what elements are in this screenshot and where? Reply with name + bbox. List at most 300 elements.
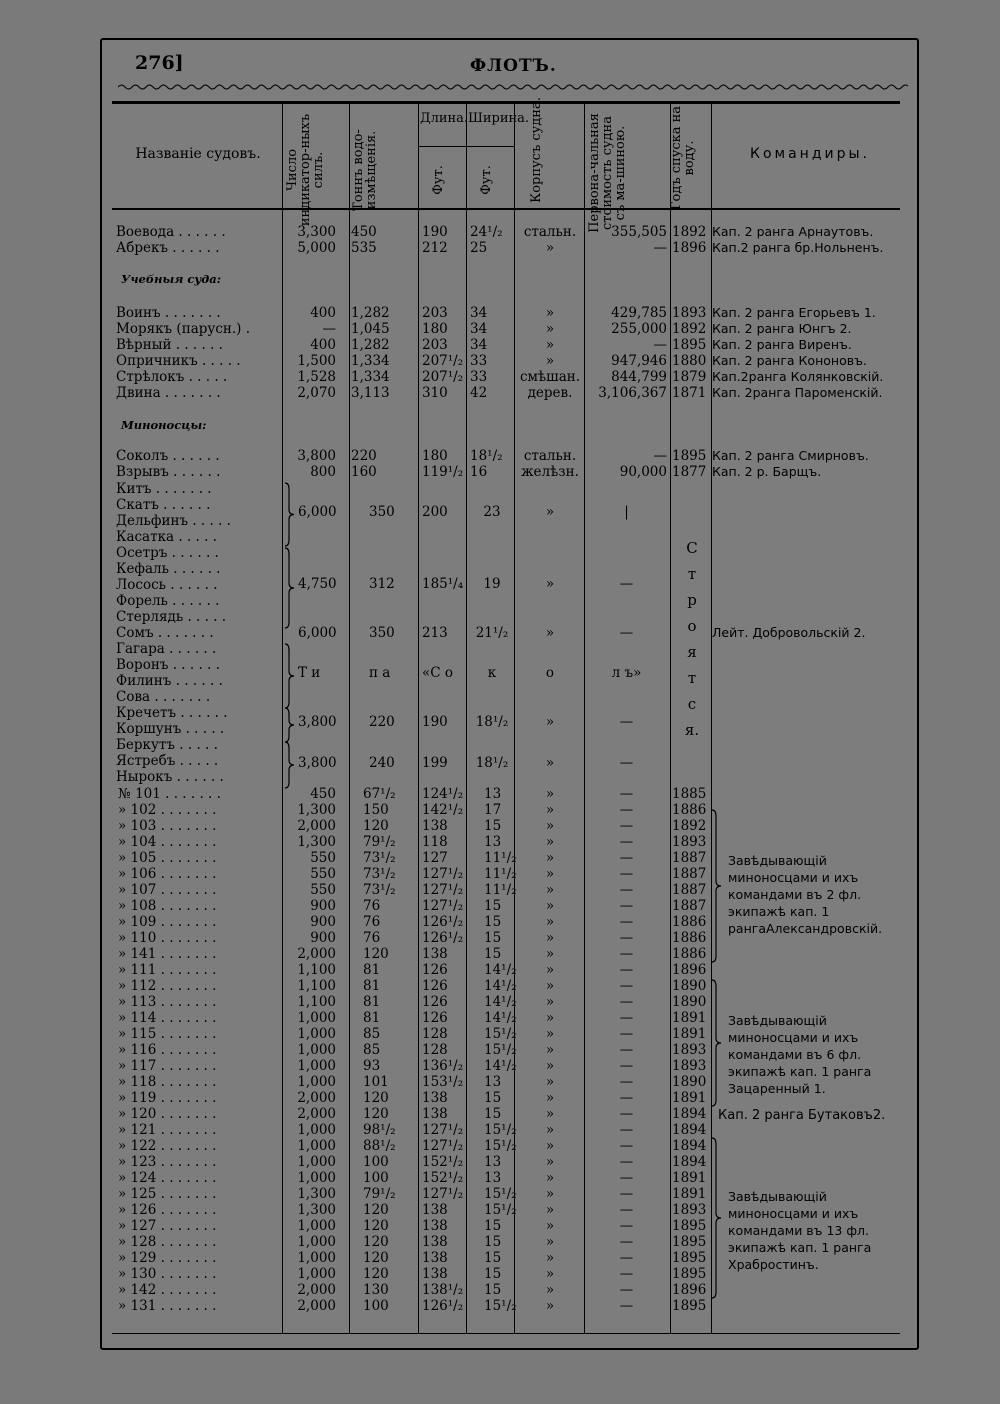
boat-tonnage: 79¹/₂	[363, 834, 396, 850]
group-power: Т и	[298, 665, 321, 681]
ship-year: 1880	[672, 353, 707, 369]
boat-cost: —	[619, 1154, 634, 1170]
group-power: 4,750	[298, 576, 337, 592]
boat-number: » 105 . . . . . . .	[118, 850, 217, 866]
ship-tonnage: 1,282	[351, 337, 390, 353]
ship-name: Сова . . . . . . .	[116, 689, 211, 705]
boat-length: 138¹/₂	[422, 1282, 464, 1298]
ship-name: Форель . . . . . .	[116, 593, 220, 609]
boat-tonnage: 73¹/₂	[363, 850, 396, 866]
ship-name: Взрывъ . . . . . .	[116, 464, 221, 480]
boat-cost: —	[619, 802, 634, 818]
boat-year: 1892	[672, 818, 707, 834]
ship-width: 18¹/₂	[470, 448, 503, 464]
boat-width: 11¹/₂	[484, 882, 517, 898]
boat-width: 15¹/₂	[484, 1138, 517, 1154]
boat-power: 450	[310, 786, 336, 802]
boat-length: 127¹/₂	[422, 898, 464, 914]
boat-power: 1,000	[297, 1058, 336, 1074]
boat-hull: »	[545, 930, 555, 946]
boat-hull: »	[545, 1026, 555, 1042]
boat-number: № 101 . . . . . . .	[118, 786, 221, 802]
boat-cost: —	[619, 1266, 634, 1282]
boat-number: » 126 . . . . . . .	[118, 1202, 217, 1218]
group-cost: —	[619, 576, 634, 592]
boat-tonnage: 81	[363, 962, 381, 978]
boat-tonnage: 120	[363, 1234, 389, 1250]
boat-year: 1891	[672, 1170, 707, 1186]
boat-year: 1891	[672, 1186, 707, 1202]
boat-tonnage: 81	[363, 994, 381, 1010]
group-hull: »	[545, 625, 555, 641]
ship-power: 3,300	[297, 224, 336, 240]
ship-cost: 429,785	[611, 305, 667, 321]
boat-year: 1895	[672, 1250, 707, 1266]
running-head: ФЛОТЪ.	[470, 56, 557, 76]
ship-power: 400	[310, 305, 336, 321]
boat-length: 124¹/₂	[422, 786, 464, 802]
group-hull: »	[545, 755, 555, 771]
ship-power: 5,000	[297, 240, 336, 256]
boat-year: 1891	[672, 1026, 707, 1042]
ship-name: Двина . . . . . . .	[116, 385, 221, 401]
boat-number: » 124 . . . . . . .	[118, 1170, 217, 1186]
boat-number: » 109 . . . . . . .	[118, 914, 217, 930]
ship-name: Китъ . . . . . . .	[116, 481, 212, 497]
boat-year: 1895	[672, 1218, 707, 1234]
boat-cost: —	[619, 834, 634, 850]
ship-cost: —	[653, 240, 667, 256]
boat-tonnage: 81	[363, 978, 381, 994]
ship-name: Воинъ . . . . . . .	[116, 305, 221, 321]
boat-power: 550	[310, 882, 336, 898]
ship-commander: Кап. 2 ранга Юнгъ 2.	[712, 321, 852, 336]
boat-year: 1890	[672, 994, 707, 1010]
boat-year: 1890	[672, 978, 707, 994]
ship-tonnage: 220	[351, 448, 377, 464]
group-width: 23	[483, 504, 501, 520]
boat-width: 13	[484, 1074, 502, 1090]
boat-tonnage: 88¹/₂	[363, 1138, 396, 1154]
boat-length: 153¹/₂	[422, 1074, 464, 1090]
boat-number: » 127 . . . . . . .	[118, 1218, 217, 1234]
boat-power: 1,300	[297, 1202, 336, 1218]
boat-cost: —	[619, 882, 634, 898]
boat-cost: —	[619, 1106, 634, 1122]
boat-width: 15¹/₂	[484, 1298, 517, 1314]
boat-power: 1,300	[297, 802, 336, 818]
col-rule-8	[711, 101, 712, 1333]
ship-name: Кефаль . . . . . .	[116, 561, 221, 577]
ship-power: 3,800	[297, 448, 336, 464]
boat-width: 14¹/₂	[484, 978, 517, 994]
boat-year: 1887	[672, 898, 707, 914]
col-rule-1	[282, 101, 283, 1333]
boat-length: 138	[422, 1202, 448, 1218]
boat-number: » 114 . . . . . . .	[118, 1010, 217, 1026]
boat-power: 550	[310, 866, 336, 882]
ship-year: 1892	[672, 321, 707, 337]
boat-number: » 112 . . . . . . .	[118, 978, 217, 994]
ship-cost: 90,000	[619, 464, 667, 480]
ship-name: Кречетъ . . . . . .	[116, 705, 228, 721]
boat-cost: —	[619, 1074, 634, 1090]
boat-hull: »	[545, 1058, 555, 1074]
ship-hull: »	[545, 337, 555, 353]
page-number: 276]	[135, 52, 184, 74]
ship-width: 34	[470, 337, 488, 353]
group-length: 200	[422, 504, 448, 520]
boat-cost: —	[619, 962, 634, 978]
boat-tonnage: 76	[363, 914, 381, 930]
ship-length: 203	[422, 337, 448, 353]
boat-year: 1894	[672, 1154, 707, 1170]
group-width: 18¹/₂	[475, 755, 509, 771]
boat-number: » 118 . . . . . . .	[118, 1074, 217, 1090]
ship-tonnage: 160	[351, 464, 377, 480]
ship-cost: 355,505	[611, 224, 667, 240]
boat-number: » 121 . . . . . . .	[118, 1122, 217, 1138]
boat-number: » 103 . . . . . . .	[118, 818, 217, 834]
ship-power: 1,500	[297, 353, 336, 369]
boat-width: 15	[484, 930, 502, 946]
group-cost: —	[619, 625, 634, 641]
boat-hull: »	[545, 1010, 555, 1026]
group-power: 3,800	[298, 755, 337, 771]
boat-number: » 102 . . . . . . .	[118, 802, 217, 818]
ship-commander: Кап.2ранга Колянковскій.	[712, 369, 884, 384]
header-width-unit: Фут.	[479, 165, 494, 195]
boat-hull: »	[545, 962, 555, 978]
ship-length: 180	[422, 321, 448, 337]
group-power: 6,000	[298, 625, 337, 641]
group-tonnage: п а	[369, 665, 391, 681]
group-tonnage: 312	[369, 576, 395, 592]
col-rule-4	[466, 101, 467, 1333]
group-width: 18¹/₂	[475, 714, 509, 730]
section-torpedo: Миноносцы:	[121, 418, 207, 432]
boat-year: 1895	[672, 1298, 707, 1314]
boat-cost: —	[619, 1042, 634, 1058]
boat-tonnage: 130	[363, 1282, 389, 1298]
boat-year: 1893	[672, 834, 707, 850]
boat-hull: »	[545, 1138, 555, 1154]
boat-hull: »	[545, 866, 555, 882]
boat-year: 1893	[672, 1202, 707, 1218]
ship-hull: смѣшан.	[519, 369, 581, 385]
boat-width: 15¹/₂	[484, 1042, 517, 1058]
boat-year: 1886	[672, 802, 707, 818]
boat-tonnage: 100	[363, 1170, 389, 1186]
boat-hull: »	[545, 1218, 555, 1234]
ship-width: 16	[470, 464, 488, 480]
boat-power: 1,100	[297, 994, 336, 1010]
boat-power: 2,000	[297, 1090, 336, 1106]
group-power: 3,800	[298, 714, 337, 730]
boat-year: 1887	[672, 850, 707, 866]
boat-year: 1891	[672, 1010, 707, 1026]
boat-number: » 125 . . . . . . .	[118, 1186, 217, 1202]
boat-power: 2,000	[297, 1298, 336, 1314]
boat-length: 127¹/₂	[422, 1186, 464, 1202]
boat-number: » 111 . . . . . . .	[118, 962, 217, 978]
boat-width: 15	[484, 818, 502, 834]
boat-tonnage: 120	[363, 1250, 389, 1266]
boat-tonnage: 93	[363, 1058, 381, 1074]
boat-cost: —	[619, 994, 634, 1010]
boat-cost: —	[619, 850, 634, 866]
boat-length: 127¹/₂	[422, 882, 464, 898]
ship-width: 33	[470, 369, 488, 385]
ship-width: 34	[470, 305, 488, 321]
ship-length: 119¹/₂	[422, 464, 464, 480]
boat-length: 152¹/₂	[422, 1154, 464, 1170]
ship-length: 203	[422, 305, 448, 321]
boat-tonnage: 85	[363, 1042, 381, 1058]
boat-length: 128	[422, 1026, 448, 1042]
boat-power: 2,000	[297, 818, 336, 834]
group-cost: —	[619, 755, 634, 771]
ship-year: 1895	[672, 337, 707, 353]
boat-length: 127¹/₂	[422, 1138, 464, 1154]
boat-year: 1896	[672, 962, 707, 978]
boat-power: 550	[310, 850, 336, 866]
group-tonnage: 240	[369, 755, 395, 771]
boat-power: 1,000	[297, 1266, 336, 1282]
boat-hull: »	[545, 946, 555, 962]
boat-number: » 123 . . . . . . .	[118, 1154, 217, 1170]
boat-cost: —	[619, 1186, 634, 1202]
boat-cost: —	[619, 1026, 634, 1042]
boat-hull: »	[545, 978, 555, 994]
boat-length: 126	[422, 978, 448, 994]
boat-hull: »	[545, 1090, 555, 1106]
boat-width: 14¹/₂	[484, 1058, 517, 1074]
group-width: 21¹/₂	[475, 625, 509, 641]
ship-tonnage: 1,334	[351, 353, 390, 369]
boat-hull: »	[545, 834, 555, 850]
boat-width: 14¹/₂	[484, 1010, 517, 1026]
boat-power: 1,100	[297, 978, 336, 994]
ship-commander: Кап. 2 ранга Егорьевъ 1.	[712, 305, 876, 320]
ship-year: 1893	[672, 305, 707, 321]
ship-name: Осетръ . . . . . .	[116, 545, 219, 561]
boat-cost: —	[619, 786, 634, 802]
ship-commander: Кап. 2ранга Пароменскій.	[712, 385, 883, 400]
group-commander: Лейт. Добровольскій 2.	[712, 625, 866, 640]
ship-width: 33	[470, 353, 488, 369]
boat-year: 1891	[672, 1090, 707, 1106]
ship-name: Абрекъ . . . . . .	[116, 240, 220, 256]
ship-hull: желѣзн.	[521, 464, 579, 480]
boat-width: 15	[484, 1090, 502, 1106]
ship-year: 1877	[672, 464, 707, 480]
ship-commander: Кап. 2 ранга Виренъ.	[712, 337, 852, 352]
boat-tonnage: 100	[363, 1154, 389, 1170]
boat-tonnage: 150	[363, 802, 389, 818]
boat-hull: »	[545, 818, 555, 834]
boat-cost: —	[619, 1138, 634, 1154]
boat-hull: »	[545, 914, 555, 930]
ship-name: Воевода . . . . . .	[116, 224, 226, 240]
boat-number: » 130 . . . . . . .	[118, 1266, 217, 1282]
group-cost: |	[624, 504, 629, 520]
boat-length: 142¹/₂	[422, 802, 464, 818]
boat-width: 17	[484, 802, 502, 818]
ship-cost: 844,799	[611, 369, 667, 385]
boat-power: 1,000	[297, 1234, 336, 1250]
boat-hull: »	[545, 786, 555, 802]
boat-tonnage: 98¹/₂	[363, 1122, 396, 1138]
ship-power: 400	[310, 337, 336, 353]
boat-hull: »	[545, 1074, 555, 1090]
boat-hull: »	[545, 882, 555, 898]
boat-length: 138	[422, 946, 448, 962]
ship-width: 24¹/₂	[470, 224, 503, 240]
boat-cost: —	[619, 978, 634, 994]
boat-length: 138	[422, 1090, 448, 1106]
boat-length: 138	[422, 1106, 448, 1122]
boat-width: 13	[484, 786, 502, 802]
group-hull: »	[545, 576, 555, 592]
boat-hull: »	[545, 1186, 555, 1202]
boat-tonnage: 67¹/₂	[363, 786, 396, 802]
boat-power: 900	[310, 930, 336, 946]
boat-number: » 115 . . . . . . .	[118, 1026, 217, 1042]
boat-cost: —	[619, 946, 634, 962]
group-length: «С о	[422, 665, 454, 681]
boat-year: 1894	[672, 1122, 707, 1138]
boat-number: » 116 . . . . . . .	[118, 1042, 217, 1058]
boat-width: 13	[484, 834, 502, 850]
boat-width: 13	[484, 1170, 502, 1186]
boat-cost: —	[619, 914, 634, 930]
ship-length: 310	[422, 385, 448, 401]
boat-number: » 120 . . . . . . .	[118, 1106, 217, 1122]
ship-hull: »	[545, 240, 555, 256]
ship-year: 1892	[672, 224, 707, 240]
boat-hull: »	[545, 802, 555, 818]
boat-hull: »	[545, 1106, 555, 1122]
boat-number: » 141 . . . . . . .	[118, 946, 217, 962]
boat-tonnage: 120	[363, 1090, 389, 1106]
boat-cost: —	[619, 930, 634, 946]
boat-number: » 131 . . . . . . .	[118, 1298, 217, 1314]
ship-power: —	[322, 321, 336, 337]
boat-length: 126	[422, 962, 448, 978]
boat-tonnage: 100	[363, 1298, 389, 1314]
ship-tonnage: 535	[351, 240, 377, 256]
boat-power: 1,000	[297, 1026, 336, 1042]
col-rule-6	[584, 101, 585, 1333]
group-cost: —	[619, 714, 634, 730]
boat-hull: »	[545, 1042, 555, 1058]
header-length-unit: Фут.	[431, 165, 446, 195]
boat-hull: »	[545, 850, 555, 866]
boat-year: 1886	[672, 946, 707, 962]
note-fleet-2: Завѣдывающій миноносцами и ихъ командами въ 2 фл. экипажѣ кап. 1 рангаАлександровскій.	[728, 853, 883, 936]
boat-hull: »	[545, 898, 555, 914]
boat-power: 1,000	[297, 1042, 336, 1058]
boat-length: 138	[422, 1250, 448, 1266]
boat-power: 1,300	[297, 834, 336, 850]
sub-header-rule	[418, 146, 514, 147]
boat-cost: —	[619, 1010, 634, 1026]
boat-length: 126	[422, 1010, 448, 1026]
ship-width: 42	[470, 385, 488, 401]
boat-width: 15	[484, 1266, 502, 1282]
boat-width: 15	[484, 1234, 502, 1250]
ship-width: 25	[470, 240, 488, 256]
boat-hull: »	[545, 1282, 555, 1298]
ship-commander: Кап. 2 р. Барщъ.	[712, 464, 822, 479]
boat-power: 1,000	[297, 1170, 336, 1186]
boat-tonnage: 76	[363, 898, 381, 914]
boat-year: 1895	[672, 1266, 707, 1282]
ship-length: 180	[422, 448, 448, 464]
header-bottom-rule	[112, 208, 900, 210]
ship-tonnage: 450	[351, 224, 377, 240]
boat-tonnage: 120	[363, 946, 389, 962]
ship-cost: —	[653, 337, 667, 353]
header-power: Число индикатор-ныхъ силъ.	[285, 113, 326, 227]
ship-commander: Кап. 2 ранга Арнаутовъ.	[712, 224, 874, 239]
ship-hull: »	[545, 321, 555, 337]
boat-length: 138	[422, 818, 448, 834]
ship-cost: 3,106,367	[598, 385, 667, 401]
boat-length: 118	[422, 834, 448, 850]
boat-width: 14¹/₂	[484, 962, 517, 978]
boat-length: 127¹/₂	[422, 1122, 464, 1138]
boat-power: 2,000	[297, 1106, 336, 1122]
boat-width: 15	[484, 898, 502, 914]
ship-hull: дерев.	[527, 385, 573, 401]
boat-year: 1885	[672, 786, 707, 802]
ship-name: Опричникъ . . . . .	[116, 353, 241, 369]
ship-hull: »	[545, 353, 555, 369]
ship-name: Дельфинъ . . . . .	[116, 513, 231, 529]
boat-length: 128	[422, 1042, 448, 1058]
ship-cost: —	[653, 448, 667, 464]
ship-name: Касатка . . . . .	[116, 529, 217, 545]
boat-year: 1887	[672, 866, 707, 882]
boat-width: 15¹/₂	[484, 1202, 517, 1218]
col-rule-7	[670, 101, 671, 1333]
ship-hull: стальн.	[523, 448, 577, 464]
note-fleet-13: Завѣдывающій миноносцами и ихъ командами въ 13 фл. экипажѣ кап. 1 ранга Храбростинъ.	[728, 1189, 872, 1272]
boat-number: » 108 . . . . . . .	[118, 898, 217, 914]
boat-cost: —	[619, 1202, 634, 1218]
ship-tonnage: 3,113	[351, 385, 390, 401]
boat-year: 1894	[672, 1138, 707, 1154]
boat-hull: »	[545, 1154, 555, 1170]
header-year: Годъ спуска на воду.	[669, 105, 697, 211]
boat-number: » 128 . . . . . . .	[118, 1234, 217, 1250]
boat-width: 15¹/₂	[484, 1186, 517, 1202]
boat-width: 15	[484, 1282, 502, 1298]
ship-name: Сомъ . . . . . . .	[116, 625, 214, 641]
ship-name: Филинъ . . . . . .	[116, 673, 223, 689]
boat-hull: »	[545, 1122, 555, 1138]
boat-number: » 142 . . . . . . .	[118, 1282, 217, 1298]
header-name: Названіе судовъ.	[135, 146, 261, 162]
group-tonnage: 220	[369, 714, 395, 730]
group-power: 6,000	[298, 504, 337, 520]
boat-tonnage: 120	[363, 1266, 389, 1282]
boat-length: 127	[422, 850, 448, 866]
boat-cost: —	[619, 1218, 634, 1234]
ship-name: Ястребъ . . . . .	[116, 753, 219, 769]
